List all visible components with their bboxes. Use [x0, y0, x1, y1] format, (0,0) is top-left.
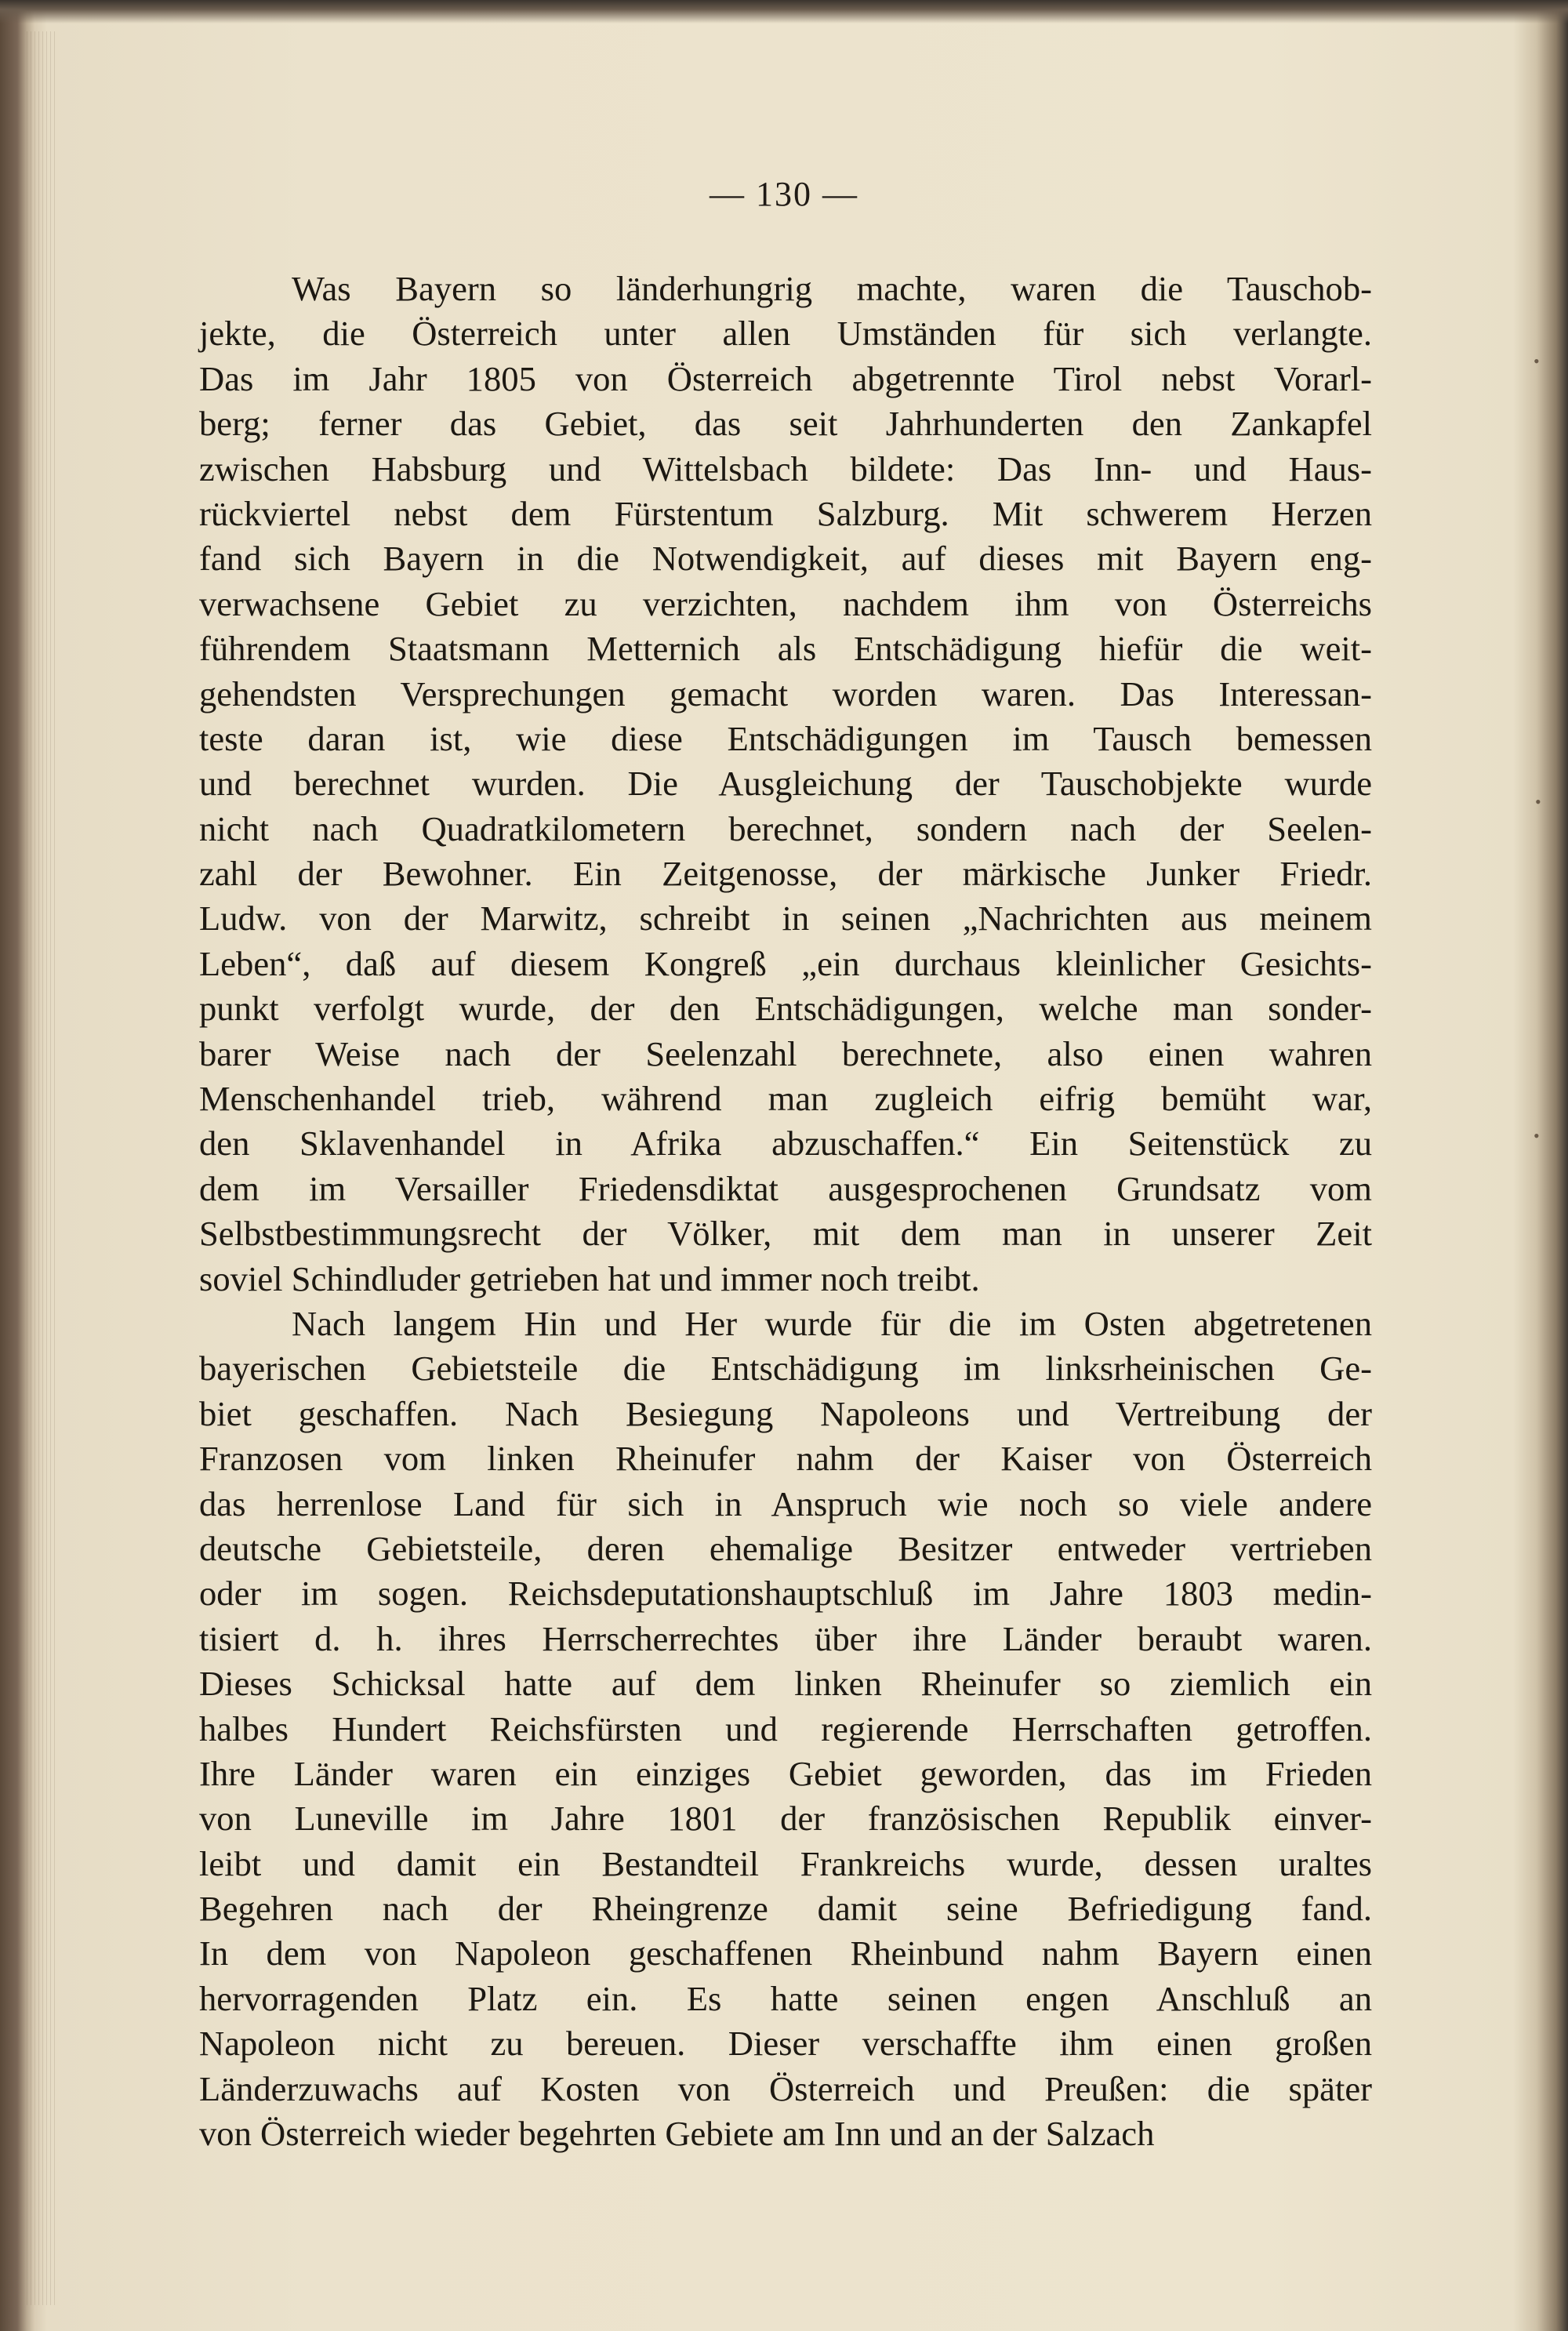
text-line: verwachsene Gebiet zu verzichten, nachdem ihm von Österreichs [199, 583, 1372, 623]
paragraph [199, 267, 1372, 1302]
text-line: fand sich Bayern in die Notwendigkeit, auf dieses mit Bayern eng- [199, 539, 1372, 579]
text-line: führendem Staatsmann Metternich als Entschädigung hiefür die weit- [199, 629, 1372, 669]
text-line: von Österreich wieder begehrten Gebiete am Inn und an der Salzach [199, 2114, 1155, 2154]
text-line: zahl der Bewohner. Ein Zeitgenosse, der märkische Junker Friedr. [199, 854, 1372, 894]
text-line: teste daran ist, wie diese Entschädigungen im Tausch bemessen [199, 718, 1372, 758]
text-line: deutsche Gebietsteile, deren ehemalige Besitzer entweder vertrieben [199, 1528, 1372, 1568]
paragraph [199, 1302, 1372, 2156]
text-line: tisiert d. h. ihres Herrscherrechtes über ihre Länder beraubt waren. [199, 1618, 1372, 1658]
text-line: oder im sogen. Reichsdeputationshauptschluß im Jahre 1803 medin- [199, 1574, 1372, 1614]
text-line: In dem von Napoleon geschaffenen Rheinbund nahm Bayern einen [199, 1933, 1372, 1973]
text-line: soviel Schindluder getrieben hat und immer noch treibt. [199, 1258, 980, 1298]
text-line: nicht nach Quadratkilometern berechnet, sondern nach der Seelen- [199, 808, 1372, 848]
text-line: halbes Hundert Reichsfürsten und regierende Herrschaften getroffen. [199, 1708, 1372, 1748]
text-line: leibt und damit ein Bestandteil Frankreichs wurde, dessen uraltes [199, 1843, 1372, 1883]
text-line: Leben“, daß auf diesem Kongreß „ein durchaus kleinlicher Gesichts- [199, 943, 1372, 983]
text-line: biet geschaffen. Nach Besiegung Napoleons und Vertreibung der [199, 1393, 1372, 1433]
text-line: rückviertel nebst dem Fürstentum Salzburg. Mit schwerem Herzen [199, 493, 1372, 533]
margin-speck: • [1534, 351, 1540, 371]
body-text [199, 267, 1372, 2156]
text-line: zwischen Habsburg und Wittelsbach bildete: Das Inn- und Haus- [199, 448, 1372, 488]
text-line: Ihre Länder waren ein einziges Gebiet geworden, das im Frieden [199, 1753, 1372, 1793]
text-line: Nach langem Hin und Her wurde für die im Osten abgetretenen [292, 1303, 1372, 1343]
text-line: Das im Jahr 1805 von Österreich abgetrennte Tirol nebst Vorarl- [199, 358, 1372, 398]
text-line: punkt verfolgt wurde, der den Entschädigungen, welche man sonder- [199, 989, 1372, 1029]
text-line: Menschenhandel trieb, während man zugleich eifrig bemüht war, [199, 1079, 1372, 1119]
text-line: bayerischen Gebietsteile die Entschädigung im linksrheinischen Ge- [199, 1349, 1372, 1389]
text-line: den Sklavenhandel in Afrika abzuschaffen.“ Ein Seitenstück zu [199, 1124, 1372, 1164]
text-line: Ludw. von der Marwitz, schreibt in seinen „Nachrichten aus meinem [199, 899, 1372, 939]
margin-speck: • [1535, 792, 1541, 811]
book-top-edge [0, 0, 1568, 24]
text-line: hervorragenden Platz ein. Es hatte seinen engen Anschluß an [199, 1978, 1372, 2018]
text-line: und berechnet wurden. Die Ausgleichung der Tauschobjekte wurde [199, 764, 1372, 804]
page-stack-edge [27, 31, 58, 2305]
text-line: dem im Versailler Friedensdiktat ausgesprochenen Grundsatz vom [199, 1168, 1372, 1208]
text-line: jekte, die Österreich unter allen Umständen für sich verlangte. [199, 314, 1372, 354]
text-line: Selbstbestimmungsrecht der Völker, mit dem man in unserer Zeit [199, 1214, 1372, 1254]
text-line: das herrenlose Land für sich in Anspruch wie noch so viele andere [199, 1483, 1372, 1523]
text-line: Was Bayern so länderhungrig machte, waren die Tauschob- [292, 269, 1372, 308]
text-line: Begehren nach der Rheingrenze damit seine Befriedigung fand. [199, 1889, 1372, 1929]
text-line: Länderzuwachs auf Kosten von Österreich und Preußen: die später [199, 2068, 1372, 2108]
margin-speck: • [1534, 1126, 1540, 1146]
text-line: berg; ferner das Gebiet, das seit Jahrhunderten den Zankapfel [199, 404, 1372, 444]
text-line: Napoleon nicht zu bereuen. Dieser verschaffte ihm einen großen [199, 2024, 1372, 2064]
text-line: gehendsten Versprechungen gemacht worden waren. Das Interessan- [199, 674, 1372, 713]
page-number: — 130 — [710, 175, 858, 213]
text-line: Dieses Schicksal hatte auf dem linken Rheinufer so ziemlich ein [199, 1664, 1372, 1704]
text-line: von Luneville im Jahre 1801 der französischen Republik einver- [199, 1799, 1372, 1839]
text-line: Franzosen vom linken Rheinufer nahm der Kaiser von Österreich [199, 1439, 1372, 1479]
text-line: barer Weise nach der Seelenzahl berechnete, also einen wahren [199, 1033, 1372, 1073]
